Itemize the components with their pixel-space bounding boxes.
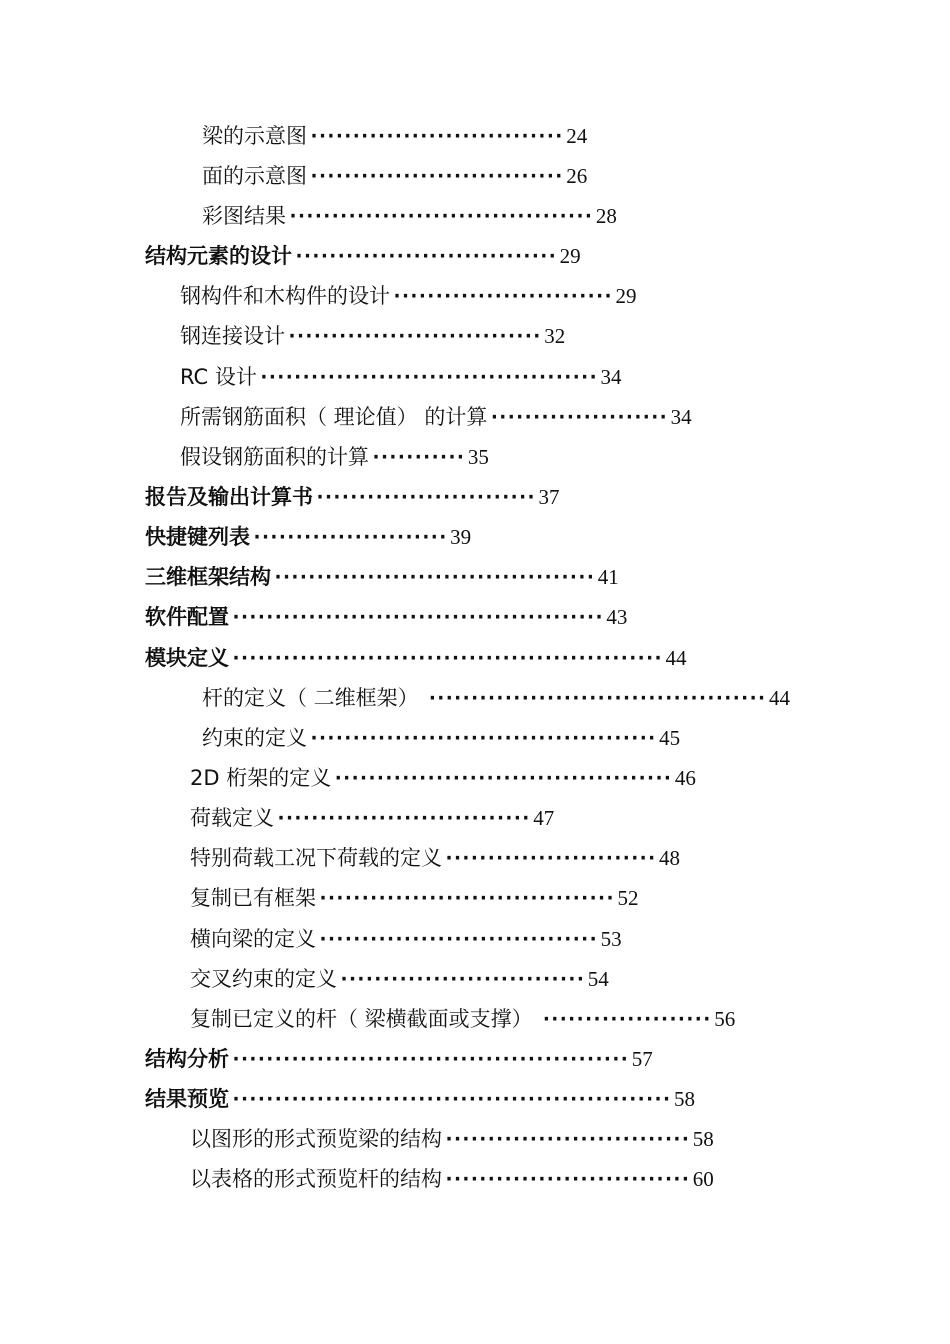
toc-page-number: 29 — [559, 244, 581, 268]
toc-leader-dots: ··················································· — [230, 646, 661, 670]
toc-entry — [190, 1162, 714, 1196]
toc-leader-dots: ································· — [317, 927, 596, 951]
toc-entry — [190, 841, 680, 875]
toc-leader-dots: ····························· — [443, 1167, 688, 1191]
toc-page-number: 32 — [544, 324, 566, 348]
toc-page-number: 58 — [673, 1087, 695, 1111]
toc-entry — [190, 1122, 714, 1156]
toc-entry-title: 梁的示意图 — [202, 124, 307, 148]
toc-entry — [180, 440, 489, 474]
toc-entry — [145, 560, 619, 594]
toc-entry-title: 复制已有框架 — [190, 886, 316, 910]
toc-page-number: 39 — [450, 525, 472, 549]
toc-entry-title: 复制已定义的杆（ 梁横截面或支撑） — [190, 1007, 540, 1031]
toc-entry — [180, 279, 636, 313]
toc-entry-title: 三维框架结构 — [145, 565, 271, 589]
toc-entry-title: 特别荷载工况下荷载的定义 — [190, 846, 442, 870]
toc-entry — [202, 681, 790, 715]
toc-entry-title: 报告及输出计算书 — [145, 485, 313, 509]
toc-leader-dots: ······························ — [308, 164, 562, 188]
toc-entry-title: 假设钢筋面积的计算 — [180, 445, 369, 469]
toc-entry — [190, 962, 609, 996]
toc-leader-dots: ···················· — [540, 1007, 710, 1031]
toc-entry-title: 所需钢筋面积（ 理论值） 的计算 — [180, 405, 488, 429]
toc-entry — [145, 520, 471, 554]
toc-page-number: 37 — [538, 485, 560, 509]
toc-entry — [145, 1082, 695, 1116]
toc-leader-dots: ····················· — [488, 405, 666, 429]
toc-leader-dots: ············································ — [230, 605, 602, 629]
toc-leader-dots: ···································· — [287, 204, 591, 228]
toc-entry — [202, 721, 680, 755]
toc-leader-dots: ······························· — [293, 244, 555, 268]
toc-leader-dots: ······························ — [286, 324, 540, 348]
toc-page-number: 48 — [659, 846, 681, 870]
toc-entry-title: 结果预览 — [145, 1087, 229, 1111]
toc-entry — [190, 881, 638, 915]
toc-leader-dots: ························· — [443, 846, 655, 870]
toc-entry-title: 横向梁的定义 — [190, 927, 316, 951]
toc-entry — [145, 239, 581, 273]
toc-entry — [190, 922, 622, 956]
toc-entry — [180, 360, 622, 394]
toc-leader-dots: ····························· — [338, 967, 583, 991]
toc-entry-title: 杆的定义（ 二维框架） — [202, 686, 426, 710]
toc-entry-title: RC 设计 — [180, 365, 257, 389]
toc-page-number: 41 — [597, 565, 619, 589]
toc-leader-dots: ······················· — [251, 525, 446, 549]
toc-entry-title: 结构元素的设计 — [145, 244, 292, 268]
toc-page-number: 26 — [566, 164, 588, 188]
toc-leader-dots: ·························· — [391, 284, 611, 308]
toc-entry-title: 荷载定义 — [190, 806, 274, 830]
toc-entry-title: 交叉约束的定义 — [190, 967, 337, 991]
toc-entry-title: 面的示意图 — [202, 164, 307, 188]
toc-entry — [180, 319, 565, 353]
toc-leader-dots: ······························ — [275, 806, 529, 830]
toc-entry — [145, 480, 559, 514]
toc-leader-dots: ····························· — [443, 1127, 688, 1151]
toc-page-number: 60 — [692, 1167, 714, 1191]
toc-page-number: 43 — [606, 605, 628, 629]
toc-page-number: 35 — [467, 445, 489, 469]
toc-page-number: 46 — [674, 766, 696, 790]
toc-entry-title: 钢构件和木构件的设计 — [180, 284, 390, 308]
toc-entry — [202, 119, 587, 153]
toc-entry-title: 以表格的形式预览杆的结构 — [190, 1167, 442, 1191]
toc-page-number: 29 — [615, 284, 637, 308]
toc-entry — [190, 801, 554, 835]
toc-entry-title: 模块定义 — [145, 646, 229, 670]
toc-entry — [180, 400, 692, 434]
toc-entry-title: 2D 桁架的定义 — [190, 766, 332, 790]
toc-page-number: 44 — [665, 646, 687, 670]
toc-leader-dots: ······································ — [272, 565, 593, 589]
toc-leader-dots: ·························· — [314, 485, 534, 509]
toc-leader-dots: ········································· — [308, 726, 655, 750]
toc-entry-title: 软件配置 — [145, 605, 229, 629]
toc-page-number: 44 — [769, 686, 791, 710]
toc-leader-dots: ··········· — [370, 445, 463, 469]
toc-page-number: 24 — [566, 124, 588, 148]
toc-page-number: 57 — [631, 1047, 653, 1071]
toc-leader-dots: ········································ — [426, 686, 765, 710]
toc-leader-dots: ········································ — [332, 766, 670, 790]
toc-entry — [202, 199, 617, 233]
toc-entry-title: 钢连接设计 — [180, 324, 285, 348]
toc-entry-title: 约束的定义 — [202, 726, 307, 750]
toc-page-number: 34 — [600, 365, 622, 389]
toc-page-number: 34 — [670, 405, 692, 429]
toc-leader-dots: ········································ — [257, 365, 596, 389]
toc-entry — [145, 1042, 653, 1076]
toc-page-number: 28 — [595, 204, 617, 228]
toc-entry-title: 以图形的形式预览梁的结构 — [190, 1127, 442, 1151]
toc-leader-dots: ······························ — [308, 124, 562, 148]
toc-entry-title: 彩图结果 — [202, 204, 286, 228]
toc-page-number: 45 — [659, 726, 681, 750]
toc-entry — [145, 641, 687, 675]
toc-entry-title: 结构分析 — [145, 1047, 229, 1071]
toc-page-number: 52 — [617, 886, 639, 910]
toc-leader-dots: ···················································· — [230, 1087, 669, 1111]
toc-entry — [145, 600, 627, 634]
toc-entry-title: 快捷键列表 — [145, 525, 250, 549]
toc-page-number: 58 — [692, 1127, 714, 1151]
toc-entry — [190, 761, 696, 795]
toc-page-number: 53 — [600, 927, 622, 951]
toc-entry — [202, 159, 587, 193]
toc-leader-dots: ··································· — [317, 886, 613, 910]
toc-page-number: 56 — [714, 1007, 736, 1031]
toc-leader-dots: ··············································· — [230, 1047, 627, 1071]
toc-page-number: 54 — [587, 967, 609, 991]
toc-entry — [190, 1002, 735, 1036]
toc-page-number: 47 — [533, 806, 555, 830]
